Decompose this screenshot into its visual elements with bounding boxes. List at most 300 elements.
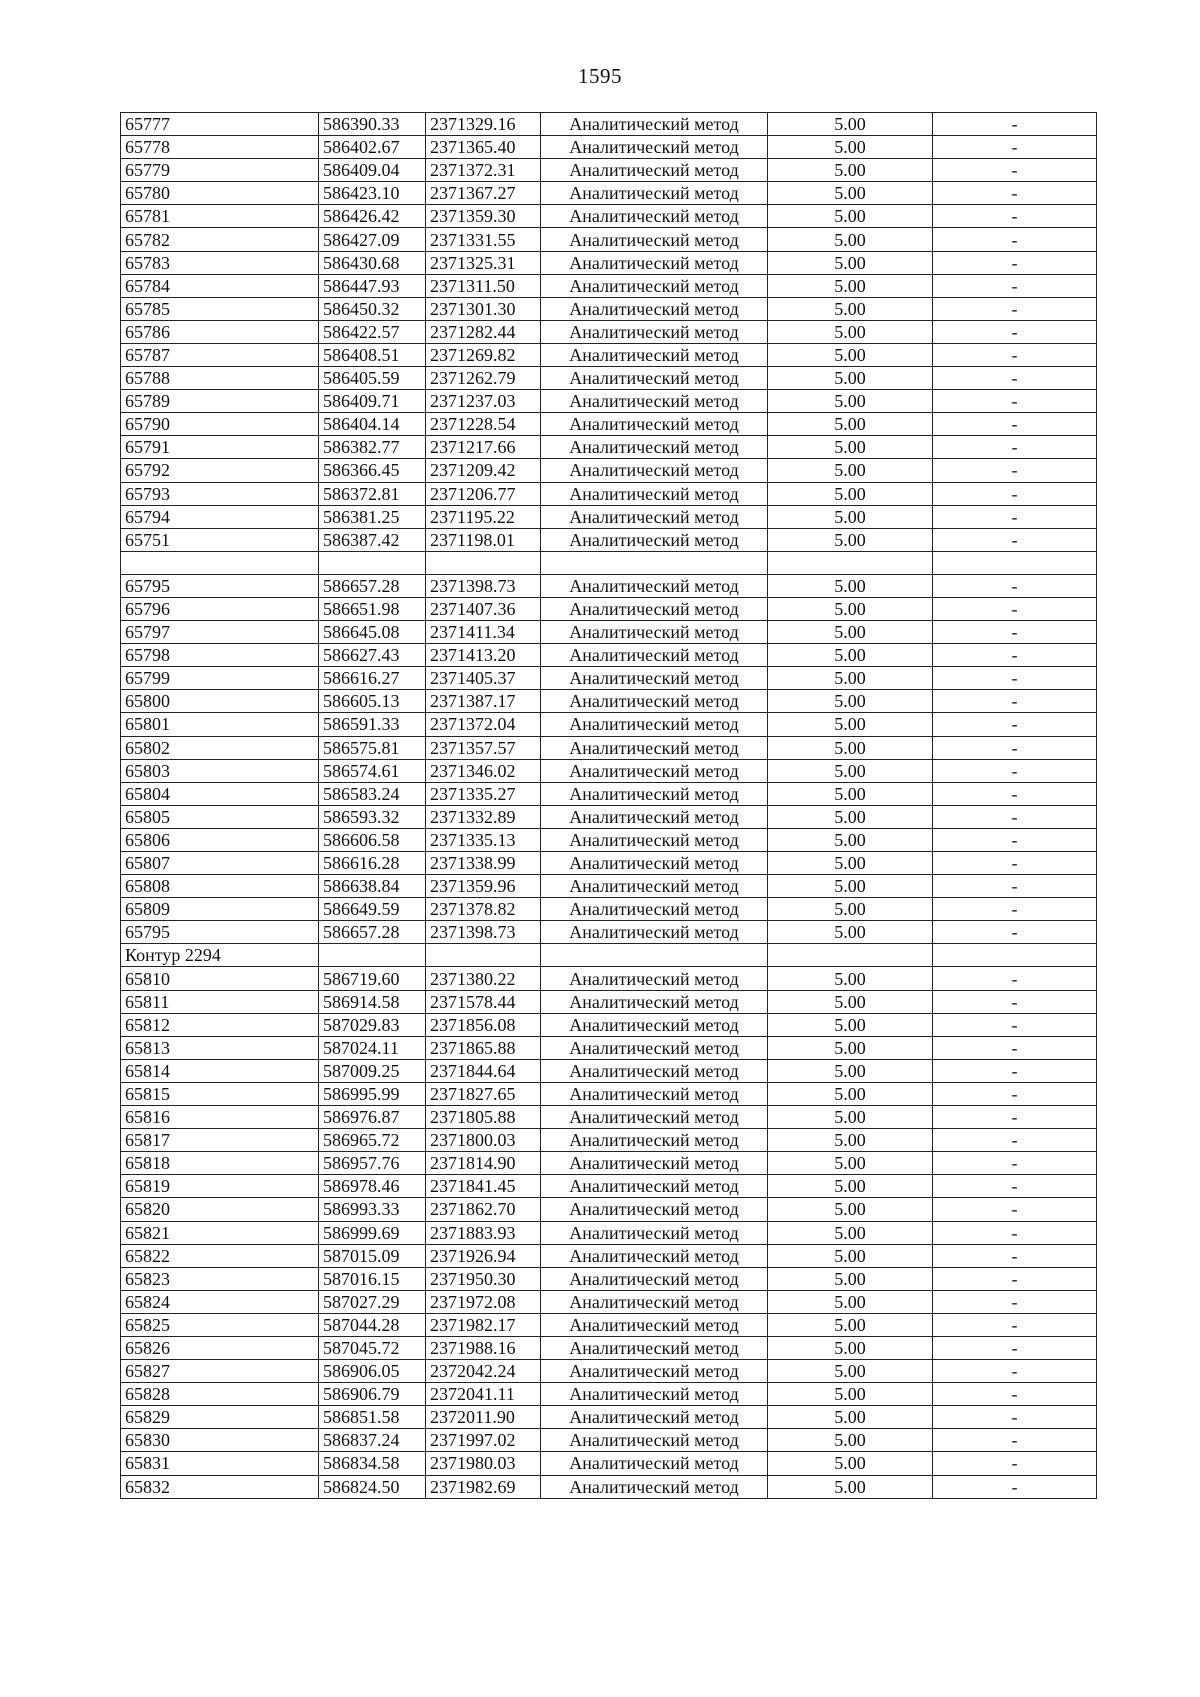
y-coordinate-cell: 2371800.03 bbox=[426, 1129, 541, 1152]
table-row bbox=[121, 1106, 1097, 1129]
table-row bbox=[121, 1290, 1097, 1313]
table-row bbox=[121, 482, 1097, 505]
point-id-cell: 65811 bbox=[121, 990, 319, 1013]
point-id-cell: 65807 bbox=[121, 852, 319, 875]
method-cell: Аналитический метод bbox=[541, 759, 768, 782]
table-row bbox=[121, 205, 1097, 228]
method-cell: Аналитический метод bbox=[541, 320, 768, 343]
point-id-cell: 65830 bbox=[121, 1429, 319, 1452]
point-id-cell: 65792 bbox=[121, 459, 319, 482]
point-id-cell: 65795 bbox=[121, 574, 319, 597]
point-id-cell: 65800 bbox=[121, 690, 319, 713]
table-row bbox=[121, 713, 1097, 736]
accuracy-cell: 5.00 bbox=[768, 1175, 933, 1198]
point-id-cell: 65823 bbox=[121, 1267, 319, 1290]
x-coordinate-cell: 586430.68 bbox=[319, 251, 426, 274]
method-cell: Аналитический метод bbox=[541, 990, 768, 1013]
accuracy-cell: 5.00 bbox=[768, 1106, 933, 1129]
note-cell: - bbox=[933, 898, 1097, 921]
note-cell: - bbox=[933, 297, 1097, 320]
accuracy-cell: 5.00 bbox=[768, 1129, 933, 1152]
x-coordinate-cell: 587009.25 bbox=[319, 1059, 426, 1082]
note-cell: - bbox=[933, 1360, 1097, 1383]
method-cell: Аналитический метод bbox=[541, 828, 768, 851]
note-cell: - bbox=[933, 1336, 1097, 1359]
y-coordinate-cell: 2371997.02 bbox=[426, 1429, 541, 1452]
x-coordinate-cell: 586995.99 bbox=[319, 1082, 426, 1105]
y-coordinate-cell bbox=[426, 551, 541, 574]
accuracy-cell: 5.00 bbox=[768, 921, 933, 944]
accuracy-cell: 5.00 bbox=[768, 136, 933, 159]
table-row bbox=[121, 1152, 1097, 1175]
note-cell: - bbox=[933, 459, 1097, 482]
x-coordinate-cell: 586426.42 bbox=[319, 205, 426, 228]
x-coordinate-cell: 586381.25 bbox=[319, 505, 426, 528]
accuracy-cell: 5.00 bbox=[768, 1383, 933, 1406]
table-row bbox=[121, 1036, 1097, 1059]
method-cell: Аналитический метод bbox=[541, 1290, 768, 1313]
x-coordinate-cell: 586906.79 bbox=[319, 1383, 426, 1406]
x-coordinate-cell: 586422.57 bbox=[319, 320, 426, 343]
note-cell: - bbox=[933, 505, 1097, 528]
note-cell: - bbox=[933, 113, 1097, 136]
x-coordinate-cell: 587027.29 bbox=[319, 1290, 426, 1313]
x-coordinate-cell: 586372.81 bbox=[319, 482, 426, 505]
table-row bbox=[121, 113, 1097, 136]
note-cell: - bbox=[933, 320, 1097, 343]
y-coordinate-cell: 2371359.96 bbox=[426, 875, 541, 898]
point-id-cell: 65819 bbox=[121, 1175, 319, 1198]
method-cell: Аналитический метод bbox=[541, 1429, 768, 1452]
point-id-cell: 65824 bbox=[121, 1290, 319, 1313]
accuracy-cell: 5.00 bbox=[768, 1360, 933, 1383]
method-cell: Аналитический метод bbox=[541, 1336, 768, 1359]
x-coordinate-cell: 586605.13 bbox=[319, 690, 426, 713]
y-coordinate-cell: 2371195.22 bbox=[426, 505, 541, 528]
x-coordinate-cell: 586657.28 bbox=[319, 574, 426, 597]
accuracy-cell bbox=[768, 551, 933, 574]
point-id-cell: 65793 bbox=[121, 482, 319, 505]
table-row bbox=[121, 182, 1097, 205]
accuracy-cell: 5.00 bbox=[768, 1429, 933, 1452]
accuracy-cell: 5.00 bbox=[768, 159, 933, 182]
note-cell: - bbox=[933, 1106, 1097, 1129]
note-cell: - bbox=[933, 1313, 1097, 1336]
method-cell: Аналитический метод bbox=[541, 1106, 768, 1129]
y-coordinate-cell: 2371926.94 bbox=[426, 1244, 541, 1267]
y-coordinate-cell: 2372011.90 bbox=[426, 1406, 541, 1429]
x-coordinate-cell: 587015.09 bbox=[319, 1244, 426, 1267]
y-coordinate-cell: 2372042.24 bbox=[426, 1360, 541, 1383]
point-id-cell: 65785 bbox=[121, 297, 319, 320]
note-cell: - bbox=[933, 597, 1097, 620]
x-coordinate-cell: 586824.50 bbox=[319, 1475, 426, 1498]
table-row bbox=[121, 782, 1097, 805]
accuracy-cell: 5.00 bbox=[768, 1406, 933, 1429]
y-coordinate-cell: 2371865.88 bbox=[426, 1036, 541, 1059]
y-coordinate-cell: 2371372.04 bbox=[426, 713, 541, 736]
accuracy-cell: 5.00 bbox=[768, 597, 933, 620]
method-cell: Аналитический метод bbox=[541, 574, 768, 597]
note-cell: - bbox=[933, 1198, 1097, 1221]
y-coordinate-cell: 2371378.82 bbox=[426, 898, 541, 921]
accuracy-cell: 5.00 bbox=[768, 967, 933, 990]
point-id-cell: 65751 bbox=[121, 528, 319, 551]
note-cell: - bbox=[933, 782, 1097, 805]
y-coordinate-cell: 2371844.64 bbox=[426, 1059, 541, 1082]
page-number: 1595 bbox=[578, 64, 622, 88]
accuracy-cell: 5.00 bbox=[768, 1221, 933, 1244]
method-cell: Аналитический метод bbox=[541, 343, 768, 366]
y-coordinate-cell: 2371982.17 bbox=[426, 1313, 541, 1336]
method-cell: Аналитический метод bbox=[541, 297, 768, 320]
point-id-cell: 65822 bbox=[121, 1244, 319, 1267]
x-coordinate-cell: 586957.76 bbox=[319, 1152, 426, 1175]
method-cell: Аналитический метод bbox=[541, 482, 768, 505]
note-cell: - bbox=[933, 413, 1097, 436]
note-cell: - bbox=[933, 805, 1097, 828]
method-cell: Аналитический метод bbox=[541, 621, 768, 644]
x-coordinate-cell: 586627.43 bbox=[319, 644, 426, 667]
point-id-cell: 65778 bbox=[121, 136, 319, 159]
point-id-cell: 65815 bbox=[121, 1082, 319, 1105]
note-cell: - bbox=[933, 736, 1097, 759]
table-row bbox=[121, 1383, 1097, 1406]
accuracy-cell: 5.00 bbox=[768, 1036, 933, 1059]
table-row bbox=[121, 1013, 1097, 1036]
accuracy-cell: 5.00 bbox=[768, 1013, 933, 1036]
point-id-cell: 65787 bbox=[121, 343, 319, 366]
accuracy-cell: 5.00 bbox=[768, 274, 933, 297]
point-id-cell: 65783 bbox=[121, 251, 319, 274]
table-row bbox=[121, 1406, 1097, 1429]
point-id-cell: 65805 bbox=[121, 805, 319, 828]
note-cell: - bbox=[933, 1383, 1097, 1406]
note-cell: - bbox=[933, 482, 1097, 505]
note-cell: - bbox=[933, 1152, 1097, 1175]
note-cell: - bbox=[933, 1082, 1097, 1105]
method-cell: Аналитический метод bbox=[541, 274, 768, 297]
x-coordinate-cell: 586993.33 bbox=[319, 1198, 426, 1221]
method-cell: Аналитический метод bbox=[541, 690, 768, 713]
note-cell: - bbox=[933, 1036, 1097, 1059]
x-coordinate-cell: 586408.51 bbox=[319, 343, 426, 366]
point-id-cell: 65812 bbox=[121, 1013, 319, 1036]
note-cell: - bbox=[933, 1175, 1097, 1198]
method-cell: Аналитический метод bbox=[541, 875, 768, 898]
accuracy-cell: 5.00 bbox=[768, 413, 933, 436]
accuracy-cell: 5.00 bbox=[768, 574, 933, 597]
x-coordinate-cell: 586638.84 bbox=[319, 875, 426, 898]
method-cell: Аналитический метод bbox=[541, 113, 768, 136]
x-coordinate-cell: 586978.46 bbox=[319, 1175, 426, 1198]
point-id-cell: 65828 bbox=[121, 1383, 319, 1406]
note-cell: - bbox=[933, 713, 1097, 736]
method-cell: Аналитический метод bbox=[541, 1152, 768, 1175]
method-cell: Аналитический метод bbox=[541, 852, 768, 875]
table-row bbox=[121, 1221, 1097, 1244]
note-cell: - bbox=[933, 990, 1097, 1013]
table-row bbox=[121, 621, 1097, 644]
accuracy-cell: 5.00 bbox=[768, 667, 933, 690]
method-cell: Аналитический метод bbox=[541, 898, 768, 921]
table-row bbox=[121, 320, 1097, 343]
point-id-cell: 65818 bbox=[121, 1152, 319, 1175]
y-coordinate-cell: 2371980.03 bbox=[426, 1452, 541, 1475]
accuracy-cell: 5.00 bbox=[768, 390, 933, 413]
y-coordinate-cell: 2371380.22 bbox=[426, 967, 541, 990]
y-coordinate-cell: 2371365.40 bbox=[426, 136, 541, 159]
accuracy-cell: 5.00 bbox=[768, 528, 933, 551]
y-coordinate-cell: 2371331.55 bbox=[426, 228, 541, 251]
accuracy-cell: 5.00 bbox=[768, 482, 933, 505]
table-row bbox=[121, 667, 1097, 690]
note-cell bbox=[933, 551, 1097, 574]
method-cell: Аналитический метод bbox=[541, 136, 768, 159]
point-id-cell: 65795 bbox=[121, 921, 319, 944]
x-coordinate-cell: 586657.28 bbox=[319, 921, 426, 944]
point-id-cell: 65831 bbox=[121, 1452, 319, 1475]
accuracy-cell: 5.00 bbox=[768, 1313, 933, 1336]
y-coordinate-cell: 2371335.13 bbox=[426, 828, 541, 851]
accuracy-cell: 5.00 bbox=[768, 1082, 933, 1105]
method-cell: Аналитический метод bbox=[541, 1198, 768, 1221]
y-coordinate-cell: 2371237.03 bbox=[426, 390, 541, 413]
x-coordinate-cell: 586645.08 bbox=[319, 621, 426, 644]
method-cell: Аналитический метод bbox=[541, 367, 768, 390]
point-id-cell: 65797 bbox=[121, 621, 319, 644]
accuracy-cell: 5.00 bbox=[768, 713, 933, 736]
point-id-cell: 65806 bbox=[121, 828, 319, 851]
x-coordinate-cell: 586616.27 bbox=[319, 667, 426, 690]
table-row bbox=[121, 875, 1097, 898]
accuracy-cell: 5.00 bbox=[768, 1059, 933, 1082]
point-id-cell: 65825 bbox=[121, 1313, 319, 1336]
x-coordinate-cell: 586574.61 bbox=[319, 759, 426, 782]
method-cell: Аналитический метод bbox=[541, 1452, 768, 1475]
y-coordinate-cell: 2371982.69 bbox=[426, 1475, 541, 1498]
note-cell: - bbox=[933, 1013, 1097, 1036]
accuracy-cell: 5.00 bbox=[768, 875, 933, 898]
note-cell: - bbox=[933, 1406, 1097, 1429]
y-coordinate-cell: 2371357.57 bbox=[426, 736, 541, 759]
x-coordinate-cell: 587024.11 bbox=[319, 1036, 426, 1059]
accuracy-cell: 5.00 bbox=[768, 852, 933, 875]
point-id-cell: 65817 bbox=[121, 1129, 319, 1152]
coordinates-table-body bbox=[121, 113, 1097, 1499]
y-coordinate-cell: 2371367.27 bbox=[426, 182, 541, 205]
note-cell: - bbox=[933, 251, 1097, 274]
y-coordinate-cell: 2371387.17 bbox=[426, 690, 541, 713]
accuracy-cell: 5.00 bbox=[768, 644, 933, 667]
method-cell: Аналитический метод bbox=[541, 1221, 768, 1244]
y-coordinate-cell: 2371407.36 bbox=[426, 597, 541, 620]
note-cell bbox=[933, 944, 1097, 967]
y-coordinate-cell: 2371805.88 bbox=[426, 1106, 541, 1129]
y-coordinate-cell: 2371311.50 bbox=[426, 274, 541, 297]
x-coordinate-cell: 586423.10 bbox=[319, 182, 426, 205]
note-cell: - bbox=[933, 852, 1097, 875]
point-id-cell: 65782 bbox=[121, 228, 319, 251]
y-coordinate-cell: 2371217.66 bbox=[426, 436, 541, 459]
point-id-cell: 65798 bbox=[121, 644, 319, 667]
note-cell: - bbox=[933, 1129, 1097, 1152]
y-coordinate-cell: 2371372.31 bbox=[426, 159, 541, 182]
y-coordinate-cell: 2371398.73 bbox=[426, 574, 541, 597]
y-coordinate-cell: 2371325.31 bbox=[426, 251, 541, 274]
x-coordinate-cell: 586402.67 bbox=[319, 136, 426, 159]
table-row bbox=[121, 990, 1097, 1013]
table-row bbox=[121, 1313, 1097, 1336]
point-id-cell: 65777 bbox=[121, 113, 319, 136]
accuracy-cell: 5.00 bbox=[768, 759, 933, 782]
y-coordinate-cell: 2371282.44 bbox=[426, 320, 541, 343]
method-cell bbox=[541, 551, 768, 574]
table-row bbox=[121, 297, 1097, 320]
x-coordinate-cell: 586651.98 bbox=[319, 597, 426, 620]
table-row bbox=[121, 736, 1097, 759]
point-id-cell: 65832 bbox=[121, 1475, 319, 1498]
point-id-cell: 65794 bbox=[121, 505, 319, 528]
x-coordinate-cell bbox=[319, 944, 426, 967]
y-coordinate-cell: 2371814.90 bbox=[426, 1152, 541, 1175]
method-cell: Аналитический метод bbox=[541, 182, 768, 205]
point-id-cell: 65801 bbox=[121, 713, 319, 736]
method-cell: Аналитический метод bbox=[541, 459, 768, 482]
accuracy-cell: 5.00 bbox=[768, 1152, 933, 1175]
x-coordinate-cell: 587016.15 bbox=[319, 1267, 426, 1290]
table-row bbox=[121, 574, 1097, 597]
table-row bbox=[121, 136, 1097, 159]
y-coordinate-cell: 2371335.27 bbox=[426, 782, 541, 805]
table-row bbox=[121, 551, 1097, 574]
table-row bbox=[121, 1198, 1097, 1221]
point-id-cell: 65813 bbox=[121, 1036, 319, 1059]
y-coordinate-cell: 2371827.65 bbox=[426, 1082, 541, 1105]
method-cell: Аналитический метод bbox=[541, 597, 768, 620]
method-cell: Аналитический метод bbox=[541, 505, 768, 528]
x-coordinate-cell: 586382.77 bbox=[319, 436, 426, 459]
table-row bbox=[121, 459, 1097, 482]
point-id-cell: 65803 bbox=[121, 759, 319, 782]
note-cell: - bbox=[933, 574, 1097, 597]
x-coordinate-cell: 587045.72 bbox=[319, 1336, 426, 1359]
method-cell: Аналитический метод bbox=[541, 390, 768, 413]
accuracy-cell: 5.00 bbox=[768, 320, 933, 343]
table-row bbox=[121, 1360, 1097, 1383]
note-cell: - bbox=[933, 1267, 1097, 1290]
accuracy-cell: 5.00 bbox=[768, 782, 933, 805]
table-row bbox=[121, 1452, 1097, 1475]
x-coordinate-cell: 586387.42 bbox=[319, 528, 426, 551]
accuracy-cell: 5.00 bbox=[768, 228, 933, 251]
x-coordinate-cell: 586447.93 bbox=[319, 274, 426, 297]
point-id-cell: 65809 bbox=[121, 898, 319, 921]
method-cell: Аналитический метод bbox=[541, 667, 768, 690]
x-coordinate-cell: 586834.58 bbox=[319, 1452, 426, 1475]
point-id-cell: 65799 bbox=[121, 667, 319, 690]
note-cell: - bbox=[933, 621, 1097, 644]
accuracy-cell: 5.00 bbox=[768, 805, 933, 828]
x-coordinate-cell: 586405.59 bbox=[319, 367, 426, 390]
y-coordinate-cell: 2371856.08 bbox=[426, 1013, 541, 1036]
method-cell: Аналитический метод bbox=[541, 1313, 768, 1336]
table-row bbox=[121, 1429, 1097, 1452]
method-cell: Аналитический метод bbox=[541, 528, 768, 551]
table-row bbox=[121, 436, 1097, 459]
point-id-cell: 65820 bbox=[121, 1198, 319, 1221]
point-id-cell: 65802 bbox=[121, 736, 319, 759]
y-coordinate-cell: 2371262.79 bbox=[426, 367, 541, 390]
x-coordinate-cell: 586837.24 bbox=[319, 1429, 426, 1452]
point-id-cell: Контур 2294 bbox=[121, 944, 319, 967]
y-coordinate-cell: 2371228.54 bbox=[426, 413, 541, 436]
x-coordinate-cell: 587044.28 bbox=[319, 1313, 426, 1336]
accuracy-cell: 5.00 bbox=[768, 990, 933, 1013]
y-coordinate-cell: 2371411.34 bbox=[426, 621, 541, 644]
method-cell: Аналитический метод bbox=[541, 1267, 768, 1290]
method-cell: Аналитический метод bbox=[541, 205, 768, 228]
point-id-cell: 65791 bbox=[121, 436, 319, 459]
method-cell: Аналитический метод bbox=[541, 1013, 768, 1036]
accuracy-cell: 5.00 bbox=[768, 690, 933, 713]
note-cell: - bbox=[933, 967, 1097, 990]
x-coordinate-cell: 586390.33 bbox=[319, 113, 426, 136]
note-cell: - bbox=[933, 875, 1097, 898]
note-cell: - bbox=[933, 1244, 1097, 1267]
table-row bbox=[121, 159, 1097, 182]
table-row bbox=[121, 390, 1097, 413]
y-coordinate-cell: 2371950.30 bbox=[426, 1267, 541, 1290]
y-coordinate-cell: 2371578.44 bbox=[426, 990, 541, 1013]
x-coordinate-cell: 586976.87 bbox=[319, 1106, 426, 1129]
point-id-cell: 65810 bbox=[121, 967, 319, 990]
accuracy-cell: 5.00 bbox=[768, 436, 933, 459]
table-row bbox=[121, 1129, 1097, 1152]
method-cell: Аналитический метод bbox=[541, 1475, 768, 1498]
note-cell: - bbox=[933, 367, 1097, 390]
method-cell: Аналитический метод bbox=[541, 1244, 768, 1267]
accuracy-cell: 5.00 bbox=[768, 736, 933, 759]
table-row bbox=[121, 644, 1097, 667]
table-row bbox=[121, 1059, 1097, 1082]
point-id-cell: 65789 bbox=[121, 390, 319, 413]
x-coordinate-cell: 586906.05 bbox=[319, 1360, 426, 1383]
accuracy-cell: 5.00 bbox=[768, 1475, 933, 1498]
accuracy-cell: 5.00 bbox=[768, 1198, 933, 1221]
y-coordinate-cell: 2371405.37 bbox=[426, 667, 541, 690]
x-coordinate-cell: 586409.04 bbox=[319, 159, 426, 182]
table-row bbox=[121, 1475, 1097, 1498]
table-row bbox=[121, 367, 1097, 390]
point-id-cell: 65826 bbox=[121, 1336, 319, 1359]
accuracy-cell: 5.00 bbox=[768, 297, 933, 320]
accuracy-cell: 5.00 bbox=[768, 113, 933, 136]
accuracy-cell: 5.00 bbox=[768, 505, 933, 528]
x-coordinate-cell: 586591.33 bbox=[319, 713, 426, 736]
y-coordinate-cell: 2371198.01 bbox=[426, 528, 541, 551]
y-coordinate-cell: 2371206.77 bbox=[426, 482, 541, 505]
note-cell: - bbox=[933, 1429, 1097, 1452]
x-coordinate-cell: 586366.45 bbox=[319, 459, 426, 482]
y-coordinate-cell: 2371269.82 bbox=[426, 343, 541, 366]
method-cell: Аналитический метод bbox=[541, 159, 768, 182]
note-cell: - bbox=[933, 1475, 1097, 1498]
method-cell: Аналитический метод bbox=[541, 736, 768, 759]
x-coordinate-cell: 586649.59 bbox=[319, 898, 426, 921]
accuracy-cell: 5.00 bbox=[768, 1267, 933, 1290]
point-id-cell: 65821 bbox=[121, 1221, 319, 1244]
